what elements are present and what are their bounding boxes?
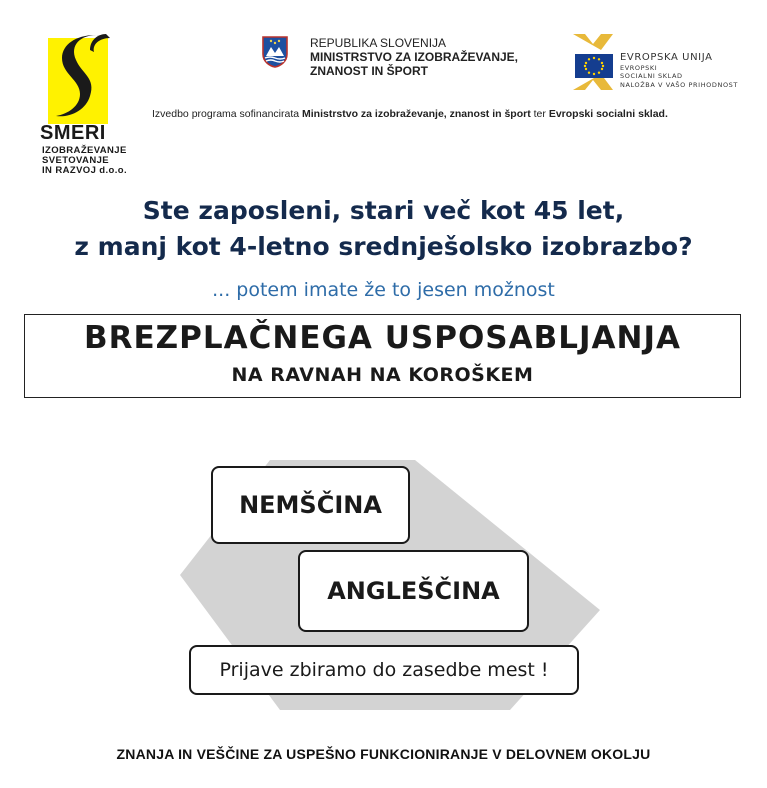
smeri-sub-line: IZOBRAŽEVANJE: [42, 145, 127, 156]
funding-mid: ter: [530, 108, 549, 120]
smeri-s-icon: [46, 30, 116, 126]
ministry-line-1: REPUBLIKA SLOVENIJA: [310, 36, 447, 50]
funding-prefix: Izvedbo programa sofinancirata: [152, 108, 302, 120]
offer-title: BREZPLAČNEGA USPOSABLJANJA: [84, 320, 681, 356]
headline-line-2: z manj kot 4-letno srednješolsko izobrazbo?: [74, 232, 693, 261]
subtitle: ... potem imate že to jesen možnost: [212, 279, 555, 301]
smeri-sub-line: SVETOVANJE: [42, 155, 110, 166]
eu-line-2: EVROPSKI: [620, 64, 658, 72]
ministry-line-3: ZNANOST IN ŠPORT: [310, 64, 429, 78]
funding-statement: [152, 108, 668, 120]
eu-line-4: NALOŽBA V VAŠO PRIHODNOST: [620, 81, 738, 89]
eu-line-3: SOCIALNI SKLAD: [620, 72, 683, 80]
eu-flag-icon: [575, 54, 613, 78]
offer-location: NA RAVNAH NA KOROŠKEM: [231, 364, 534, 386]
smeri-sub-line: IN RAZVOJ d.o.o.: [42, 165, 128, 176]
smeri-name: SMERI: [40, 122, 106, 144]
headline-line-1: Ste zaposleni, stari več kot 45 let,: [142, 196, 625, 225]
funding-org-2: Evropski socialni sklad.: [548, 108, 668, 120]
german-course-card: NEMŠČINA: [211, 466, 410, 544]
footer-slogan: ZNANJA IN VEŠČINE ZA USPEŠNO FUNKCIONIRANJE V DELOVNEM OKOLJU: [116, 746, 651, 762]
ministry-line-2: MINISTRSTVO ZA IZOBRAŽEVANJE,: [310, 50, 519, 64]
english-course-card: ANGLEŠČINA: [298, 550, 529, 632]
eu-line-1: EVROPSKA UNIJA: [620, 52, 713, 63]
application-notice: Prijave zbiramo do zasedbe mest !: [189, 645, 579, 695]
slovenian-crest-icon: [262, 36, 288, 68]
funding-org-1: Ministrstvo za izobraževanje, znanost in šport: [302, 108, 531, 120]
